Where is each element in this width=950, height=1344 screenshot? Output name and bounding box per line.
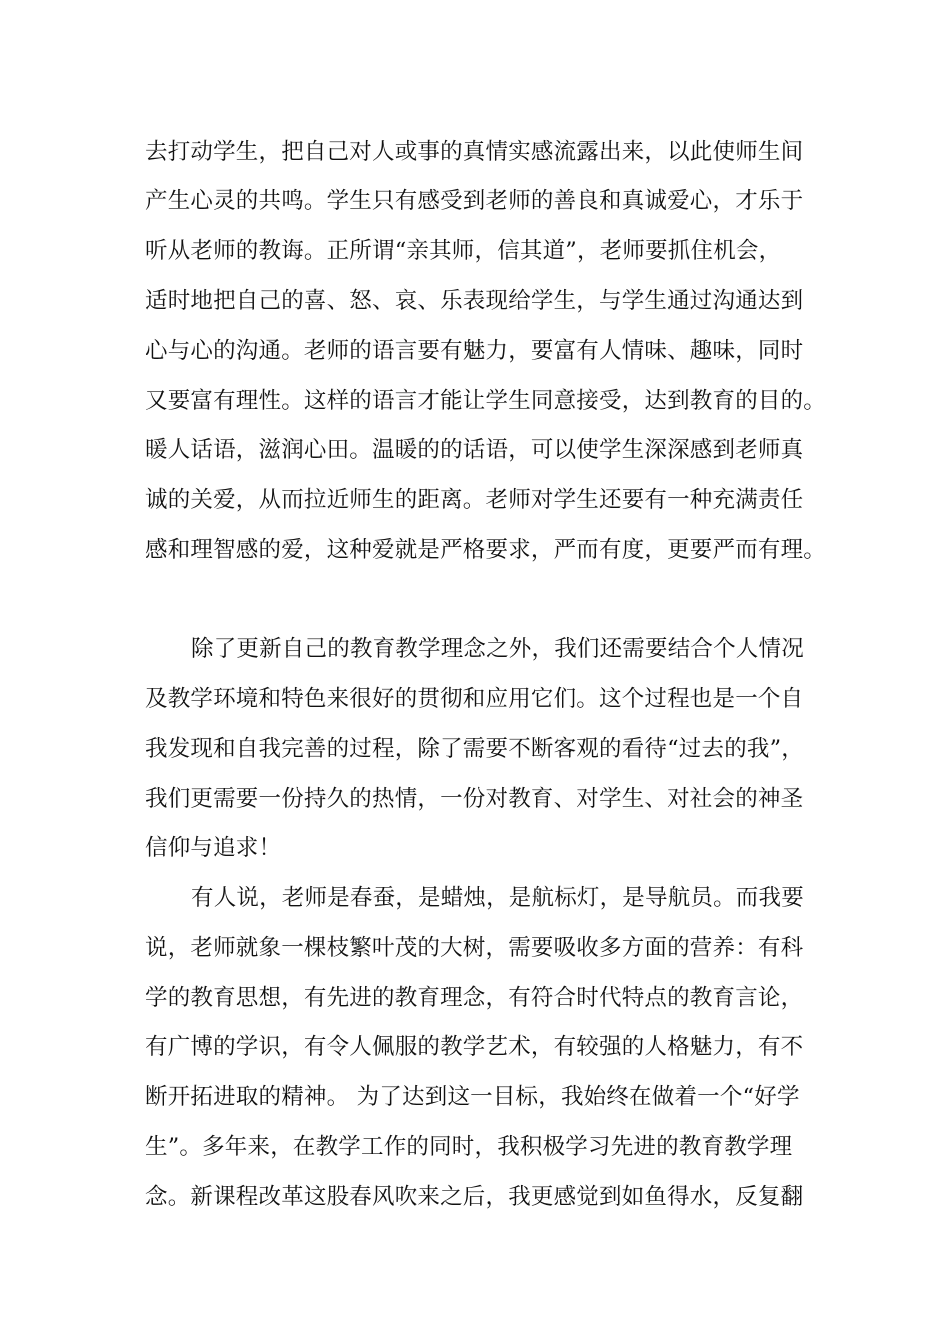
text-line: 暖人话语，滋润心田。温暖的的话语，可以使学生深深感到老师真 <box>145 437 804 463</box>
text-line: 又要富有理性。这样的语言才能让学生同意接受，达到教育的目的。 <box>145 388 827 414</box>
text-line: 我们更需要一份持久的热情，一份对教育、对学生、对社会的神圣 <box>145 786 804 812</box>
text-line: 我发现和自我完善的过程，除了需要不断客观的看待“过去的我”， <box>145 736 805 762</box>
text-line: 断开拓进取的精神。 为了达到这一目标，我始终在做着一个“好学 <box>145 1084 800 1110</box>
text-line: 说，老师就象一棵枝繁叶茂的大树，需要吸收多方面的营养：有科 <box>145 935 804 961</box>
text-line: 有人说，老师是春蚕，是蜡烛，是航标灯，是导航员。而我要 <box>191 885 804 911</box>
text-line: 除了更新自己的教育教学理念之外，我们还需要结合个人情况 <box>191 636 804 662</box>
text-line: 产生心灵的共鸣。学生只有感受到老师的善良和真诚爱心，才乐于 <box>145 188 804 214</box>
text-line: 诚的关爱，从而拉近师生的距离。老师对学生还要有一种充满责任 <box>145 487 804 513</box>
text-line: 学的教育思想，有先进的教育理念，有符合时代特点的教育言论， <box>145 985 804 1011</box>
text-line: 有广博的学识，有令人佩服的教学艺术，有较强的人格魅力，有不 <box>145 1034 804 1060</box>
text-line: 念。新课程改革这股春风吹来之后，我更感觉到如鱼得水，反复翻 <box>145 1184 804 1210</box>
text-line: 及教学环境和特色来很好的贯彻和应用它们。这个过程也是一个自 <box>145 686 804 712</box>
text-line: 去打动学生，把自己对人或事的真情实感流露出来，以此使师生间 <box>145 139 804 165</box>
text-line: 心与心的沟通。老师的语言要有魅力，要富有人情味、趣味，同时 <box>145 338 804 364</box>
text-line: 感和理智感的爱，这种爱就是严格要求，严而有度，更要严而有理。 <box>145 537 827 563</box>
text-line: 信仰与追求！ <box>145 835 282 861</box>
text-line: 听从老师的教诲。正所谓“亲其师，信其道”，老师要抓住机会， <box>145 238 782 264</box>
text-line: 适时地把自己的喜、怒、哀、乐表现给学生，与学生通过沟通达到 <box>145 288 804 314</box>
text-line: 生”。多年来，在教学工作的同时，我积极学习先进的教育教学理 <box>145 1134 793 1160</box>
